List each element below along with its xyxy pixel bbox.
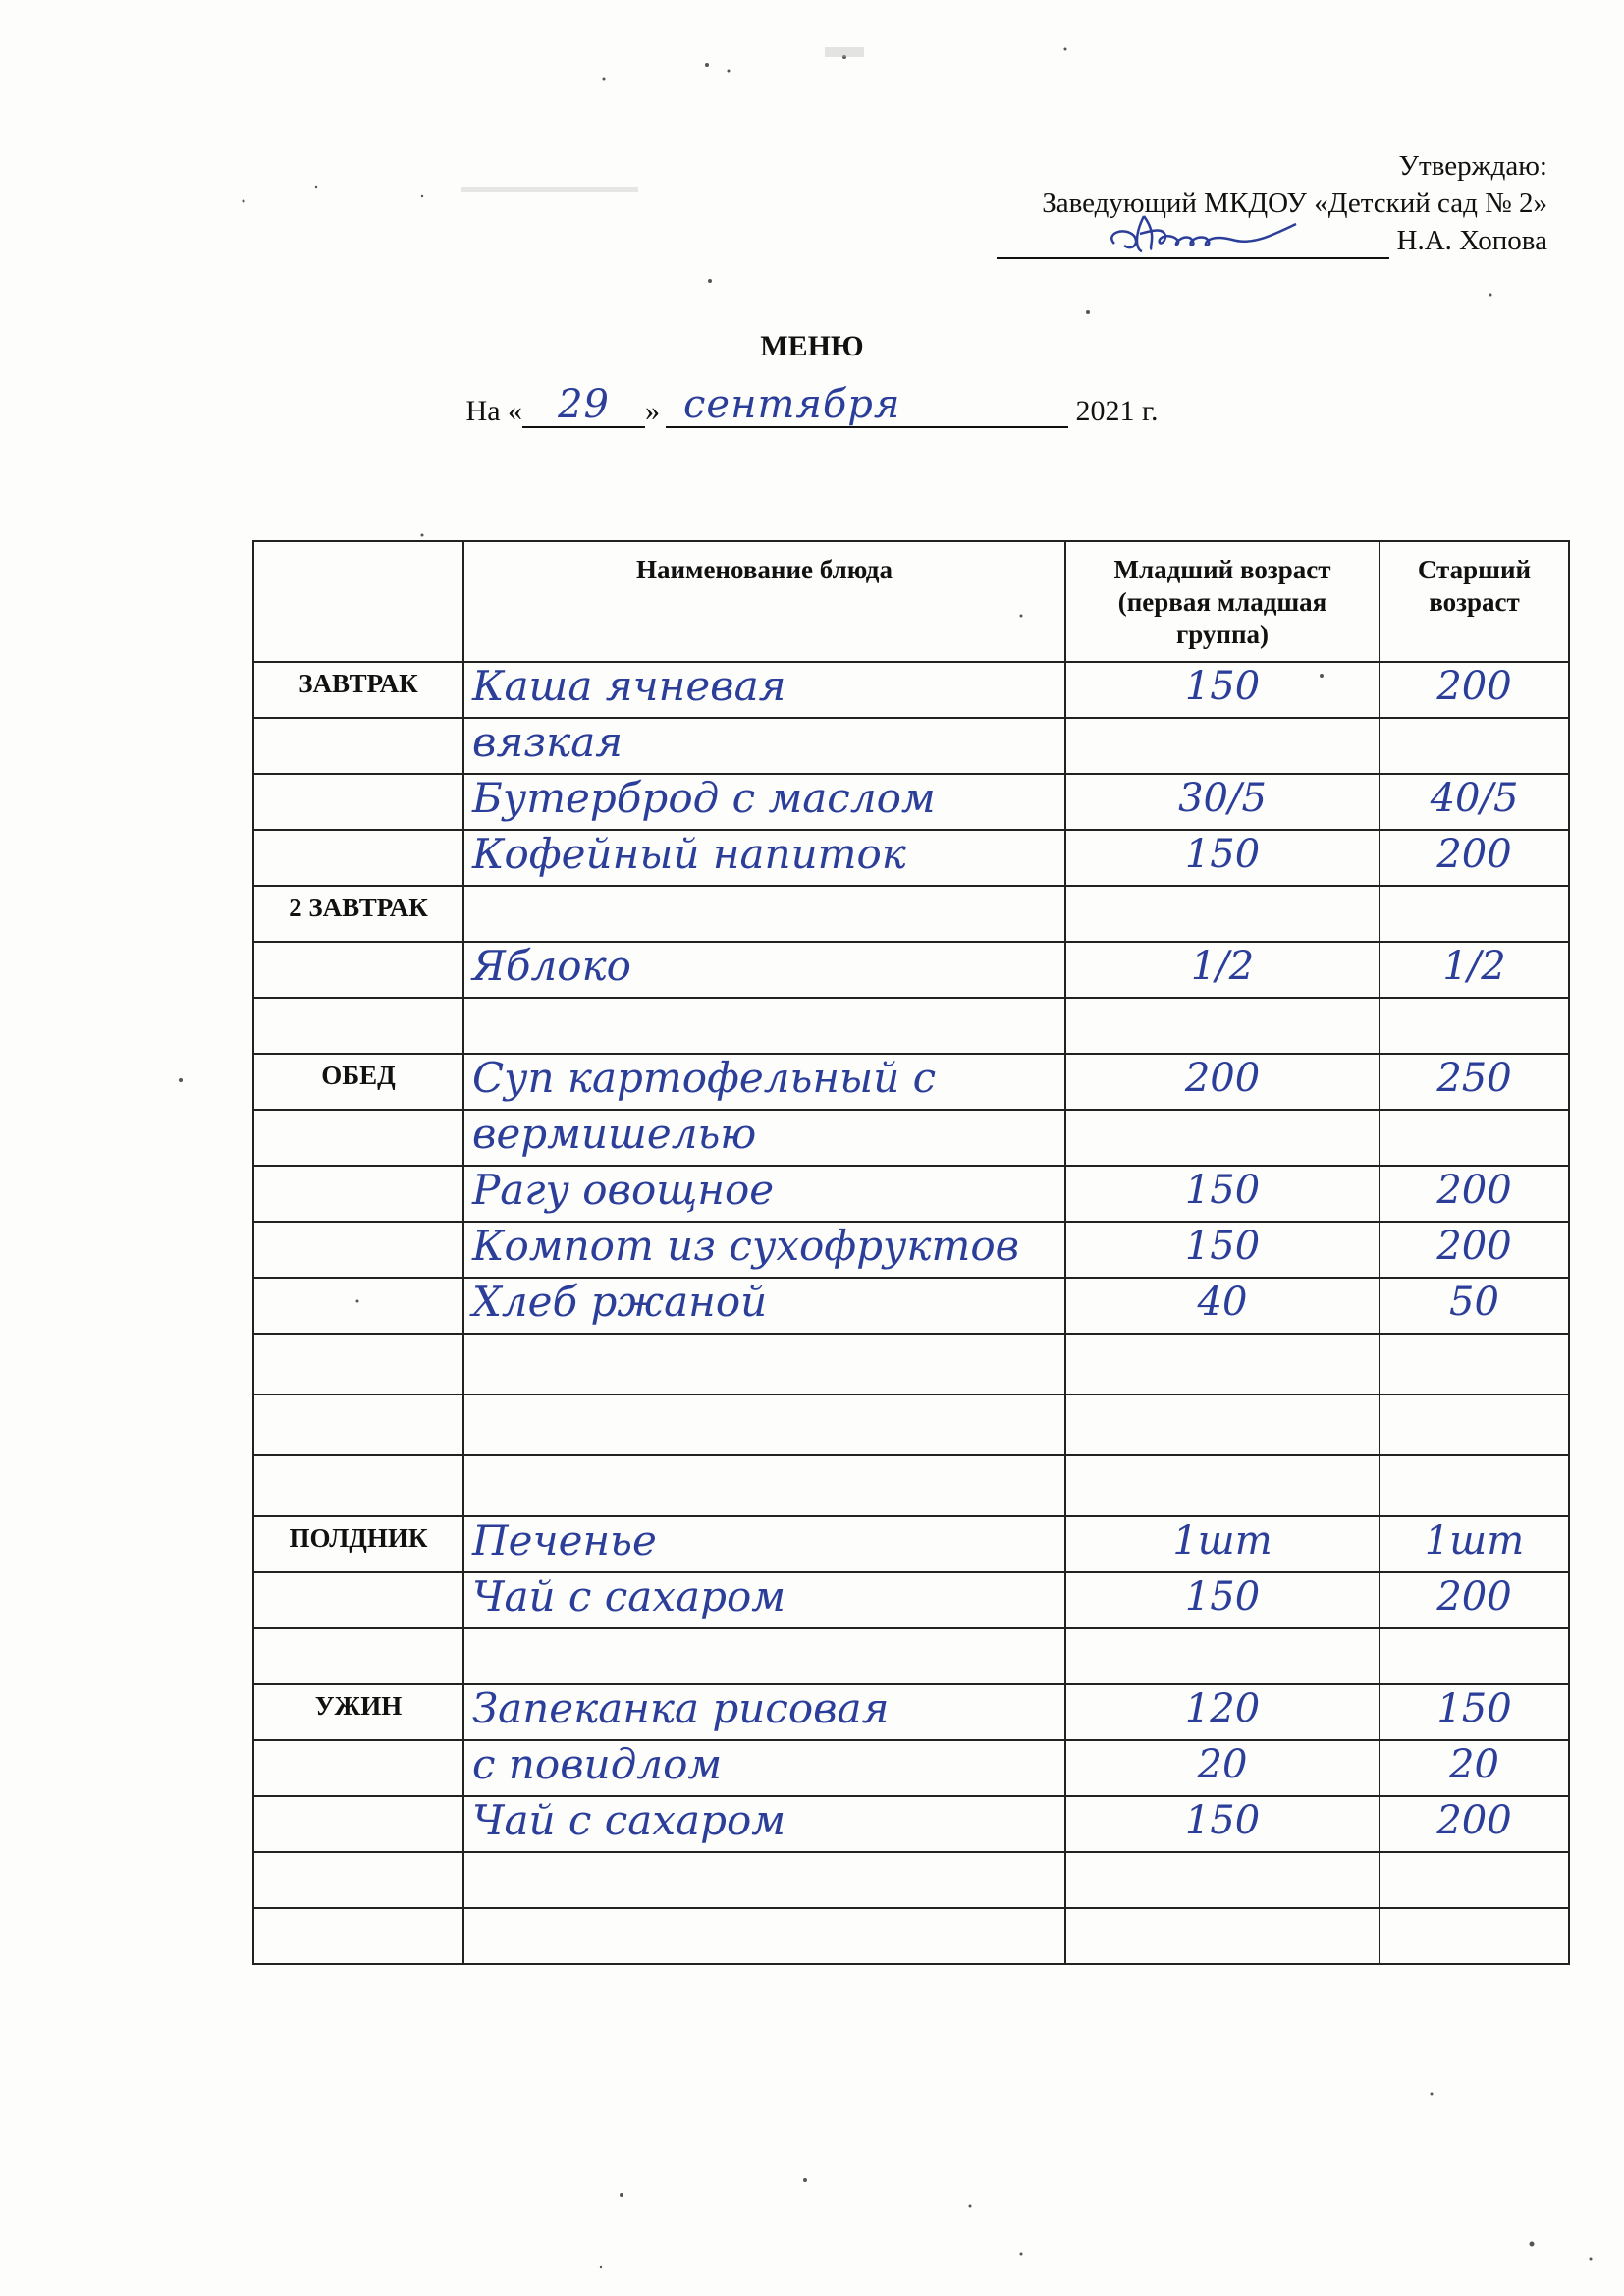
dish-cell xyxy=(463,1908,1065,1964)
menu-body xyxy=(253,662,1569,1964)
meal-cell xyxy=(253,774,463,830)
dish-cell: Бутерброд с маслом xyxy=(463,774,1065,830)
approval-position: Заведующий МКДОУ «Детский сад № 2» xyxy=(1042,188,1547,219)
junior-portion-cell: 120 xyxy=(1065,1684,1380,1740)
dish-cell: вермишелью xyxy=(463,1110,1065,1166)
date-prefix: На « xyxy=(465,395,523,427)
table-row xyxy=(253,886,1569,942)
meal-cell xyxy=(253,1222,463,1278)
senior-portion-cell xyxy=(1380,998,1569,1054)
meal-cell xyxy=(253,1796,463,1852)
junior-portion-cell xyxy=(1065,998,1380,1054)
header-senior: Старший возраст xyxy=(1380,541,1569,662)
senior-portion-cell: 200 xyxy=(1380,830,1569,886)
table-row xyxy=(253,1166,1569,1222)
senior-portion-cell: 250 xyxy=(1380,1054,1569,1110)
header-dish: Наименование блюда xyxy=(463,541,1065,662)
signature-underline xyxy=(997,228,1389,259)
junior-portion-cell xyxy=(1065,1334,1380,1394)
junior-portion-cell: 150 xyxy=(1065,830,1380,886)
table-row xyxy=(253,998,1569,1054)
meal-cell xyxy=(253,1455,463,1516)
junior-portion-cell xyxy=(1065,718,1380,774)
table-row xyxy=(253,1110,1569,1166)
menu-header-row xyxy=(253,541,1569,662)
junior-portion-cell: 150 xyxy=(1065,1166,1380,1222)
dish-cell xyxy=(463,998,1065,1054)
table-row xyxy=(253,942,1569,998)
approval-block xyxy=(997,147,1547,259)
date-month-field xyxy=(666,382,1068,428)
meal-cell xyxy=(253,1740,463,1796)
date-year: 2021 г. xyxy=(1075,395,1159,427)
junior-portion-cell xyxy=(1065,1110,1380,1166)
meal-cell xyxy=(253,1628,463,1684)
junior-portion-cell: 150 xyxy=(1065,1572,1380,1628)
senior-portion-cell xyxy=(1380,1908,1569,1964)
dish-cell: Хлеб ржаной xyxy=(463,1278,1065,1334)
meal-cell xyxy=(253,1278,463,1334)
table-row xyxy=(253,1394,1569,1455)
table-row xyxy=(253,1455,1569,1516)
dish-cell: Яблоко xyxy=(463,942,1065,998)
senior-portion-cell: 200 xyxy=(1380,1166,1569,1222)
table-row xyxy=(253,830,1569,886)
meal-cell xyxy=(253,830,463,886)
senior-portion-cell: 20 xyxy=(1380,1740,1569,1796)
signature xyxy=(1105,206,1301,261)
meal-cell xyxy=(253,1852,463,1908)
junior-portion-cell: 150 xyxy=(1065,1796,1380,1852)
junior-portion-cell xyxy=(1065,1908,1380,1964)
dish-cell xyxy=(463,1394,1065,1455)
senior-portion-cell xyxy=(1380,718,1569,774)
meal-cell xyxy=(253,942,463,998)
junior-portion-cell: 200 xyxy=(1065,1054,1380,1110)
meal-cell xyxy=(253,1334,463,1394)
junior-portion-cell: 150 xyxy=(1065,662,1380,718)
junior-portion-cell: 150 xyxy=(1065,1222,1380,1278)
junior-portion-cell: 1шт xyxy=(1065,1516,1380,1572)
junior-portion-cell xyxy=(1065,1455,1380,1516)
date-line xyxy=(0,382,1624,428)
dish-cell xyxy=(463,1334,1065,1394)
meal-cell: ОБЕД xyxy=(253,1054,463,1110)
table-row xyxy=(253,1572,1569,1628)
senior-portion-cell xyxy=(1380,1394,1569,1455)
junior-portion-cell xyxy=(1065,1628,1380,1684)
dish-cell: Компот из сухофруктов xyxy=(463,1222,1065,1278)
menu-table xyxy=(252,540,1570,1965)
senior-portion-cell xyxy=(1380,1334,1569,1394)
approval-signature-line xyxy=(997,222,1547,259)
senior-portion-cell: 1шт xyxy=(1380,1516,1569,1572)
table-row xyxy=(253,774,1569,830)
meal-cell xyxy=(253,1572,463,1628)
table-row xyxy=(253,662,1569,718)
dish-cell: Каша ячневая xyxy=(463,662,1065,718)
dish-cell: Чай с сахаром xyxy=(463,1796,1065,1852)
senior-portion-cell: 1/2 xyxy=(1380,942,1569,998)
dish-cell: вязкая xyxy=(463,718,1065,774)
senior-portion-cell: 200 xyxy=(1380,1222,1569,1278)
dish-cell xyxy=(463,1455,1065,1516)
table-row xyxy=(253,1852,1569,1908)
table-row xyxy=(253,1628,1569,1684)
junior-portion-cell xyxy=(1065,1394,1380,1455)
junior-portion-cell: 30/5 xyxy=(1065,774,1380,830)
date-month: сентября xyxy=(683,382,901,427)
senior-portion-cell: 200 xyxy=(1380,1796,1569,1852)
senior-portion-cell: 50 xyxy=(1380,1278,1569,1334)
table-row xyxy=(253,1516,1569,1572)
senior-portion-cell: 200 xyxy=(1380,662,1569,718)
senior-portion-cell xyxy=(1380,1455,1569,1516)
meal-cell: УЖИН xyxy=(253,1684,463,1740)
table-row xyxy=(253,1684,1569,1740)
date-day: 29 xyxy=(558,382,610,427)
date-mid: » xyxy=(645,395,661,427)
senior-portion-cell xyxy=(1380,1110,1569,1166)
junior-portion-cell xyxy=(1065,1852,1380,1908)
table-row xyxy=(253,1908,1569,1964)
junior-portion-cell: 1/2 xyxy=(1065,942,1380,998)
meal-cell: ПОЛДНИК xyxy=(253,1516,463,1572)
dish-cell xyxy=(463,1628,1065,1684)
table-row xyxy=(253,1222,1569,1278)
table-row xyxy=(253,1278,1569,1334)
header-junior: Младший возраст (первая младшая группа) xyxy=(1065,541,1380,662)
senior-portion-cell xyxy=(1380,1852,1569,1908)
dish-cell xyxy=(463,1852,1065,1908)
table-row xyxy=(253,718,1569,774)
table-row xyxy=(253,1796,1569,1852)
meal-cell xyxy=(253,998,463,1054)
senior-portion-cell xyxy=(1380,886,1569,942)
dish-cell: Кофейный напиток xyxy=(463,830,1065,886)
header-meal xyxy=(253,541,463,662)
meal-cell xyxy=(253,1394,463,1455)
meal-cell xyxy=(253,1908,463,1964)
dish-cell: Суп картофельный с xyxy=(463,1054,1065,1110)
junior-portion-cell xyxy=(1065,886,1380,942)
senior-portion-cell: 150 xyxy=(1380,1684,1569,1740)
dish-cell: Рагу овощное xyxy=(463,1166,1065,1222)
senior-portion-cell: 200 xyxy=(1380,1572,1569,1628)
approval-label: Утверждаю: xyxy=(1398,150,1547,182)
dish-cell: с повидлом xyxy=(463,1740,1065,1796)
senior-portion-cell: 40/5 xyxy=(1380,774,1569,830)
table-row xyxy=(253,1740,1569,1796)
dish-cell: Запеканка рисовая xyxy=(463,1684,1065,1740)
dish-cell: Печенье xyxy=(463,1516,1065,1572)
junior-portion-cell: 20 xyxy=(1065,1740,1380,1796)
table-row xyxy=(253,1054,1569,1110)
meal-cell xyxy=(253,718,463,774)
meal-cell: ЗАВТРАК xyxy=(253,662,463,718)
approval-name: Н.А. Хопова xyxy=(1396,225,1547,256)
junior-portion-cell: 40 xyxy=(1065,1278,1380,1334)
dish-cell: Чай с сахаром xyxy=(463,1572,1065,1628)
meal-cell: 2 ЗАВТРАК xyxy=(253,886,463,942)
table-row xyxy=(253,1334,1569,1394)
meal-cell xyxy=(253,1110,463,1166)
senior-portion-cell xyxy=(1380,1628,1569,1684)
date-day-field xyxy=(522,382,645,428)
page-title: МЕНЮ xyxy=(760,330,864,362)
dish-cell xyxy=(463,886,1065,942)
meal-cell xyxy=(253,1166,463,1222)
